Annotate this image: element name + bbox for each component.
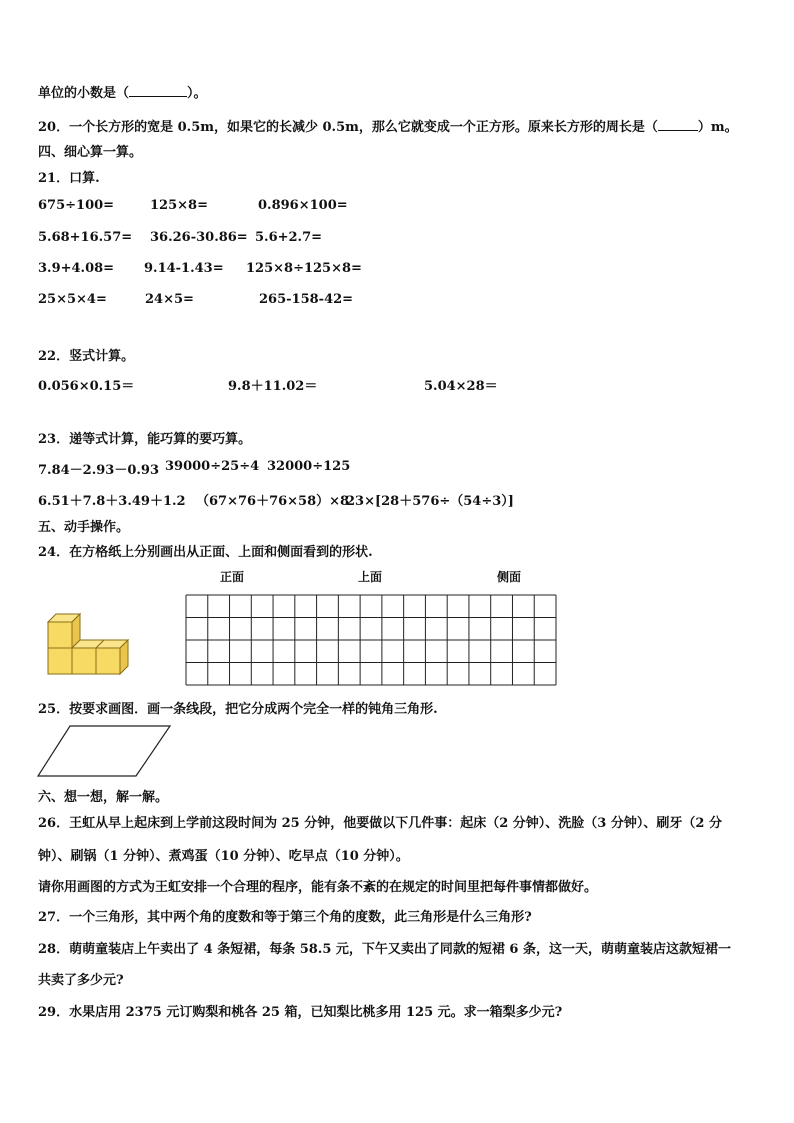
q21-item: 5.68+16.57= xyxy=(38,230,133,245)
section-5-heading: 五、动手操作。 xyxy=(38,520,130,535)
q25-title: 25．按要求画图．画一条线段，把它分成两个完全一样的钝角三角形. xyxy=(38,702,438,717)
q21-item: 265-158-42= xyxy=(259,292,354,307)
answer-blank[interactable] xyxy=(129,84,187,97)
q21-item: 24×5= xyxy=(145,292,194,307)
q21-item: 9.14-1.43= xyxy=(144,261,224,276)
q26-line-3: 请你用画图的方式为王虹安排一个合理的程序，能有条不紊的在规定的时间里把每件事情都做好。 xyxy=(38,880,598,895)
q21-item: 125×8÷125×8= xyxy=(246,261,362,276)
q26-line-2: 钟）、刷锅（1 分钟）、煮鸡蛋（10 分钟）、吃早点（10 分钟）。 xyxy=(38,849,409,864)
q24-title: 24．在方格纸上分别画出从正面、上面和侧面看到的形状. xyxy=(38,545,373,560)
q19-tail xyxy=(38,82,207,101)
q23-item: 7.84－2.93－0.93 xyxy=(38,463,159,478)
q23-item: 39000÷25÷4 xyxy=(165,459,260,474)
q22-title: 22．竖式计算。 xyxy=(38,349,135,364)
q23-item: 32000÷125 xyxy=(267,459,351,474)
q26-line-1: 26．王虹从早上起床到上学前这段时间为 25 分钟，他要做以下几件事：起床（2 分钟）、洗脸（3 分钟）、刷牙（2 分 xyxy=(38,816,722,831)
q21-item: 36.26-30.86= xyxy=(150,230,248,245)
q29: 29．水果店用 2375 元订购梨和桃各 25 箱，已知梨比桃多用 125 元。求一箱梨多少元? xyxy=(38,1005,563,1020)
q28-line-2: 共卖了多少元? xyxy=(38,973,124,988)
q22-item: 0.056×0.15＝ xyxy=(38,379,135,394)
q28-line-1: 28．萌萌童装店上午卖出了 4 条短裙，每条 58.5 元，下午又卖出了同款的短裙 6 条，这一天，萌萌童装店这款短裙一 xyxy=(38,942,731,957)
grid-paper[interactable] xyxy=(185,594,557,686)
q21-item: 25×5×4= xyxy=(38,292,107,307)
cube-face xyxy=(48,622,72,648)
q21-item: 675÷100= xyxy=(38,198,115,213)
label-front-view: 正面 xyxy=(220,570,245,584)
answer-blank[interactable] xyxy=(658,118,698,131)
label-top-view: 上面 xyxy=(358,570,383,584)
parallelogram-figure[interactable] xyxy=(36,722,176,780)
label-side-view: 侧面 xyxy=(497,570,522,584)
q27: 27．一个三角形，其中两个角的度数和等于第三个角的度数，此三角形是什么三角形? xyxy=(38,910,532,925)
section-6-heading: 六、想一想，解一解。 xyxy=(38,790,169,805)
q21-item: 125×8= xyxy=(150,198,208,213)
q21-item: 3.9+4.08= xyxy=(38,261,115,276)
q19-text: 单位的小数是（ xyxy=(38,86,130,101)
cube-stack-figure xyxy=(44,606,134,678)
q20 xyxy=(38,116,738,135)
cube-face xyxy=(96,648,120,674)
q20-text: 20．一个长方形的宽是 0.5m，如果它的长减少 0.5m，那么它就变成一个正方形。原来长方形的周长是（ xyxy=(38,120,658,135)
section-4-heading: 四、细心算一算。 xyxy=(38,145,143,160)
q23-item: 23×[28＋576÷（54÷3）] xyxy=(346,494,514,509)
q22-item: 9.8＋11.02＝ xyxy=(228,379,318,394)
q23-title: 23．递等式计算，能巧算的要巧算。 xyxy=(38,432,252,447)
cube-face xyxy=(72,648,96,674)
q21-item: 5.6+2.7= xyxy=(255,230,323,245)
q20-suffix: ）m。 xyxy=(697,120,738,135)
q23-item: （67×76＋76×58）×8 xyxy=(196,494,350,509)
q19-suffix: ）。 xyxy=(187,86,207,101)
q21-title: 21．口算. xyxy=(38,171,100,186)
q21-item: 0.896×100= xyxy=(258,198,348,213)
q22-item: 5.04×28＝ xyxy=(424,379,498,394)
cube-face xyxy=(48,648,72,674)
parallelogram-shape xyxy=(38,726,170,776)
q23-item: 6.51＋7.8＋3.49＋1.2 xyxy=(38,494,186,509)
